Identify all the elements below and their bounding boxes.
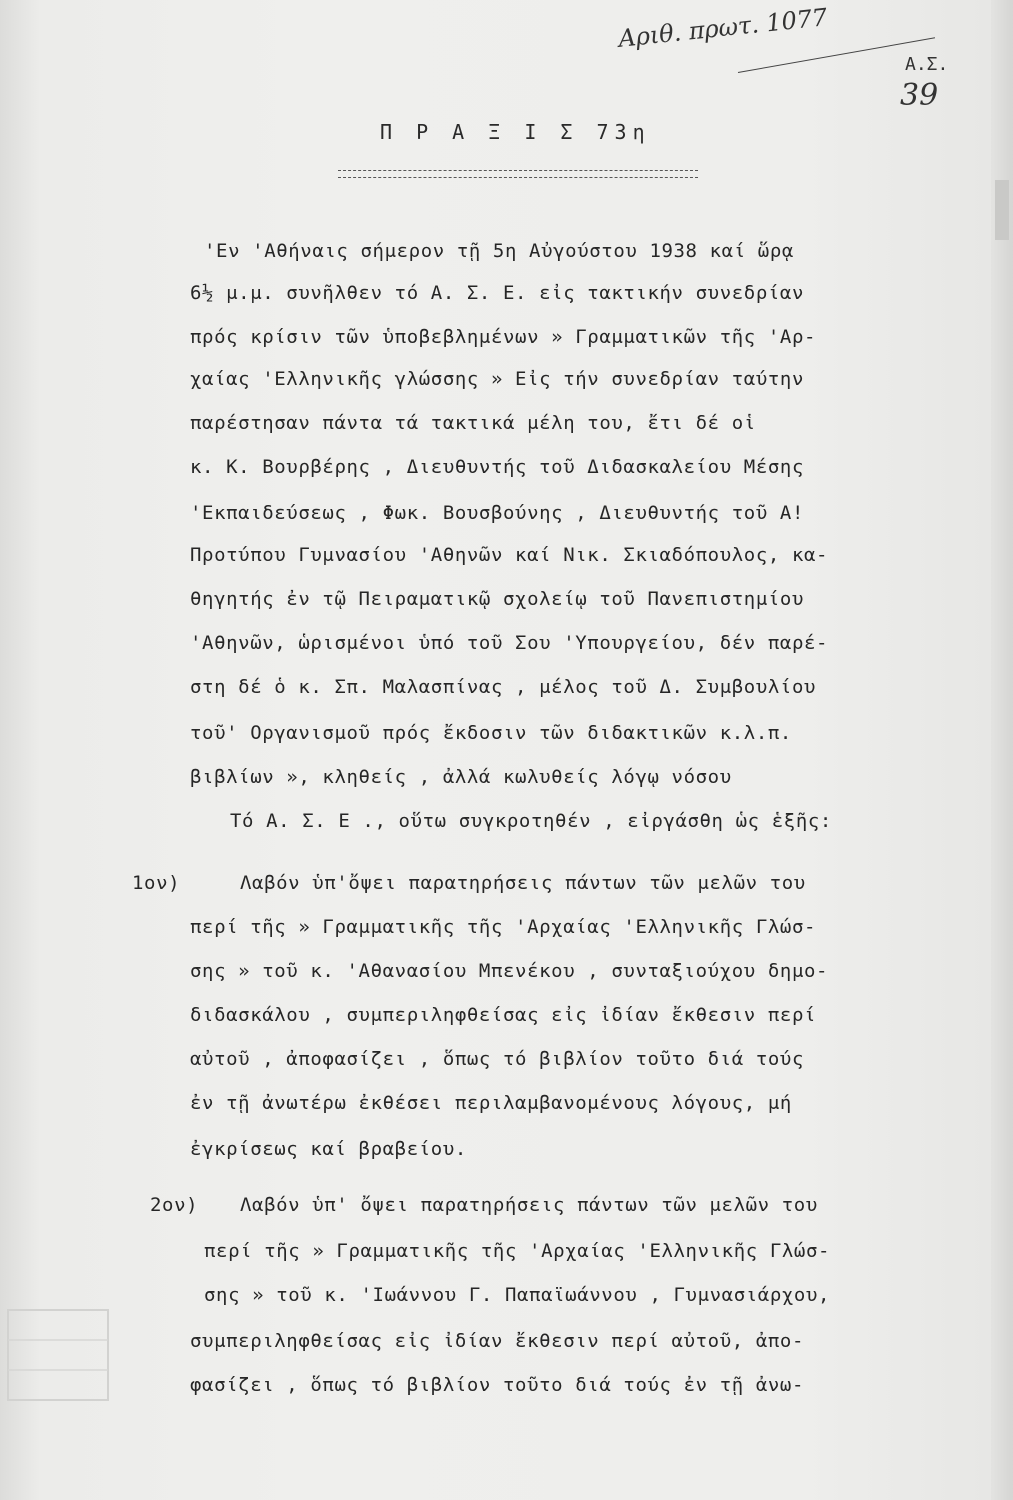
body-line: παρέστησαν πάντα τά τακτικά μέλη του, ἔτι δέ οἱ: [190, 412, 756, 434]
body-line: κ. Κ. Βουρβέρης , Διευθυντής τοῦ Διδασκαλείου Μέσης: [190, 456, 804, 478]
body-line: πρός κρίσιν τῶν ὑποβεβλημένων » Γραμματικῶν τῆς 'Αρ-: [190, 326, 817, 348]
body-line: Προτύπου Γυμνασίου 'Αθηνῶν καί Νικ. Σκιαδόπουλος, κα-: [190, 544, 829, 566]
title-underline: [338, 170, 698, 178]
body-line: Τό Α. Σ. Ε ., οὕτω συγκροτηθέν , εἰργάσθη ὡς ἑξῆς:: [230, 810, 832, 832]
faded-stamp: [0, 1300, 110, 1410]
body-line: χαίας 'Ελληνικῆς γλώσσης » Εἰς τήν συνεδρίαν ταύτην: [190, 368, 804, 390]
item-line: Λαβόν ὑπ' ὄψει παρατηρήσεις πάντων τῶν μελῶν του: [240, 1194, 818, 1216]
item-line: σης » τοῦ κ. 'Αθανασίου Μπενέκου , συνταξιούχου δημο-: [190, 960, 829, 982]
body-line: 'Εκπαιδεύσεως , Φωκ. Βουσβούνης , Διευθυντής τοῦ Α!: [190, 502, 804, 524]
body-line: 'Αθηνῶν, ὡρισμένοι ὑπό τοῦ Σου 'Υπουργείου, δέν παρέ-: [190, 632, 829, 654]
item-line: Λαβόν ὑπ'ὄψει παρατηρήσεις πάντων τῶν μελῶν του: [240, 872, 806, 894]
body-line: 'Εν 'Αθήναις σήμερον τῇ 5η Αὐγούστου 1938 καί ὥρᾳ: [204, 240, 794, 262]
scan-edge-mark: [995, 180, 1009, 240]
body-line: 6½ μ.μ. συνῆλθεν τό Α. Σ. Ε. εἰς τακτικήν συνεδρίαν: [190, 282, 804, 304]
item-line: ἐν τῇ ἀνωτέρω ἐκθέσει περιλαμβανομένους λόγους, μή: [190, 1092, 792, 1114]
document-title: Π Ρ Α Ξ Ι Σ 73η: [380, 120, 651, 144]
item-line: σης » τοῦ κ. 'Ιωάννου Γ. Παπαϊωάννου , Γυμνασιάρχου,: [204, 1284, 831, 1306]
body-line: τοῦ' Οργανισμοῦ πρός ἔκδοσιν τῶν διδακτικῶν κ.λ.π.: [190, 722, 792, 744]
item-line: φασίζει , ὅπως τό βιβλίον τοῦτο διά τούς ἐν τῇ ἀνω-: [190, 1374, 804, 1396]
item-line: αὐτοῦ , ἀποφασίζει , ὅπως τό βιβλίον τοῦτο διά τούς: [190, 1048, 804, 1070]
initials: Α.Σ.: [905, 54, 949, 75]
body-line: στη δέ ὁ κ. Σπ. Μαλασπίνας , μέλος τοῦ Δ. Συμβουλίου: [190, 676, 817, 698]
item-number: 2ον): [150, 1194, 199, 1216]
item-line: συμπεριληφθείσας εἰς ἰδίαν ἔκθεσιν περί αὐτοῦ, ἀπο-: [190, 1330, 804, 1352]
item-number: 1ον): [132, 872, 181, 894]
item-line: διδασκάλου , συμπεριληφθείσας εἰς ἰδίαν ἔκθεσιν περί: [190, 1004, 817, 1026]
handwritten-protocol-number: Αριθ. πρωτ. 1077: [617, 3, 829, 53]
body-line: θηγητής ἐν τῷ Πειραματικῷ σχολείῳ τοῦ Πανεπιστημίου: [190, 588, 804, 610]
item-line: περί τῆς » Γραμματικῆς τῆς 'Αρχαίας 'Ελληνικῆς Γλώσ-: [190, 916, 817, 938]
item-line: ἐγκρίσεως καί βραβείου.: [190, 1138, 467, 1160]
handwritten-page-number: 39: [900, 78, 939, 113]
item-line: περί τῆς » Γραμματικῆς τῆς 'Αρχαίας 'Ελληνικῆς Γλώσ-: [204, 1240, 831, 1262]
body-line: βιβλίων », κληθείς , ἀλλά κωλυθείς λόγῳ νόσου: [190, 766, 732, 788]
